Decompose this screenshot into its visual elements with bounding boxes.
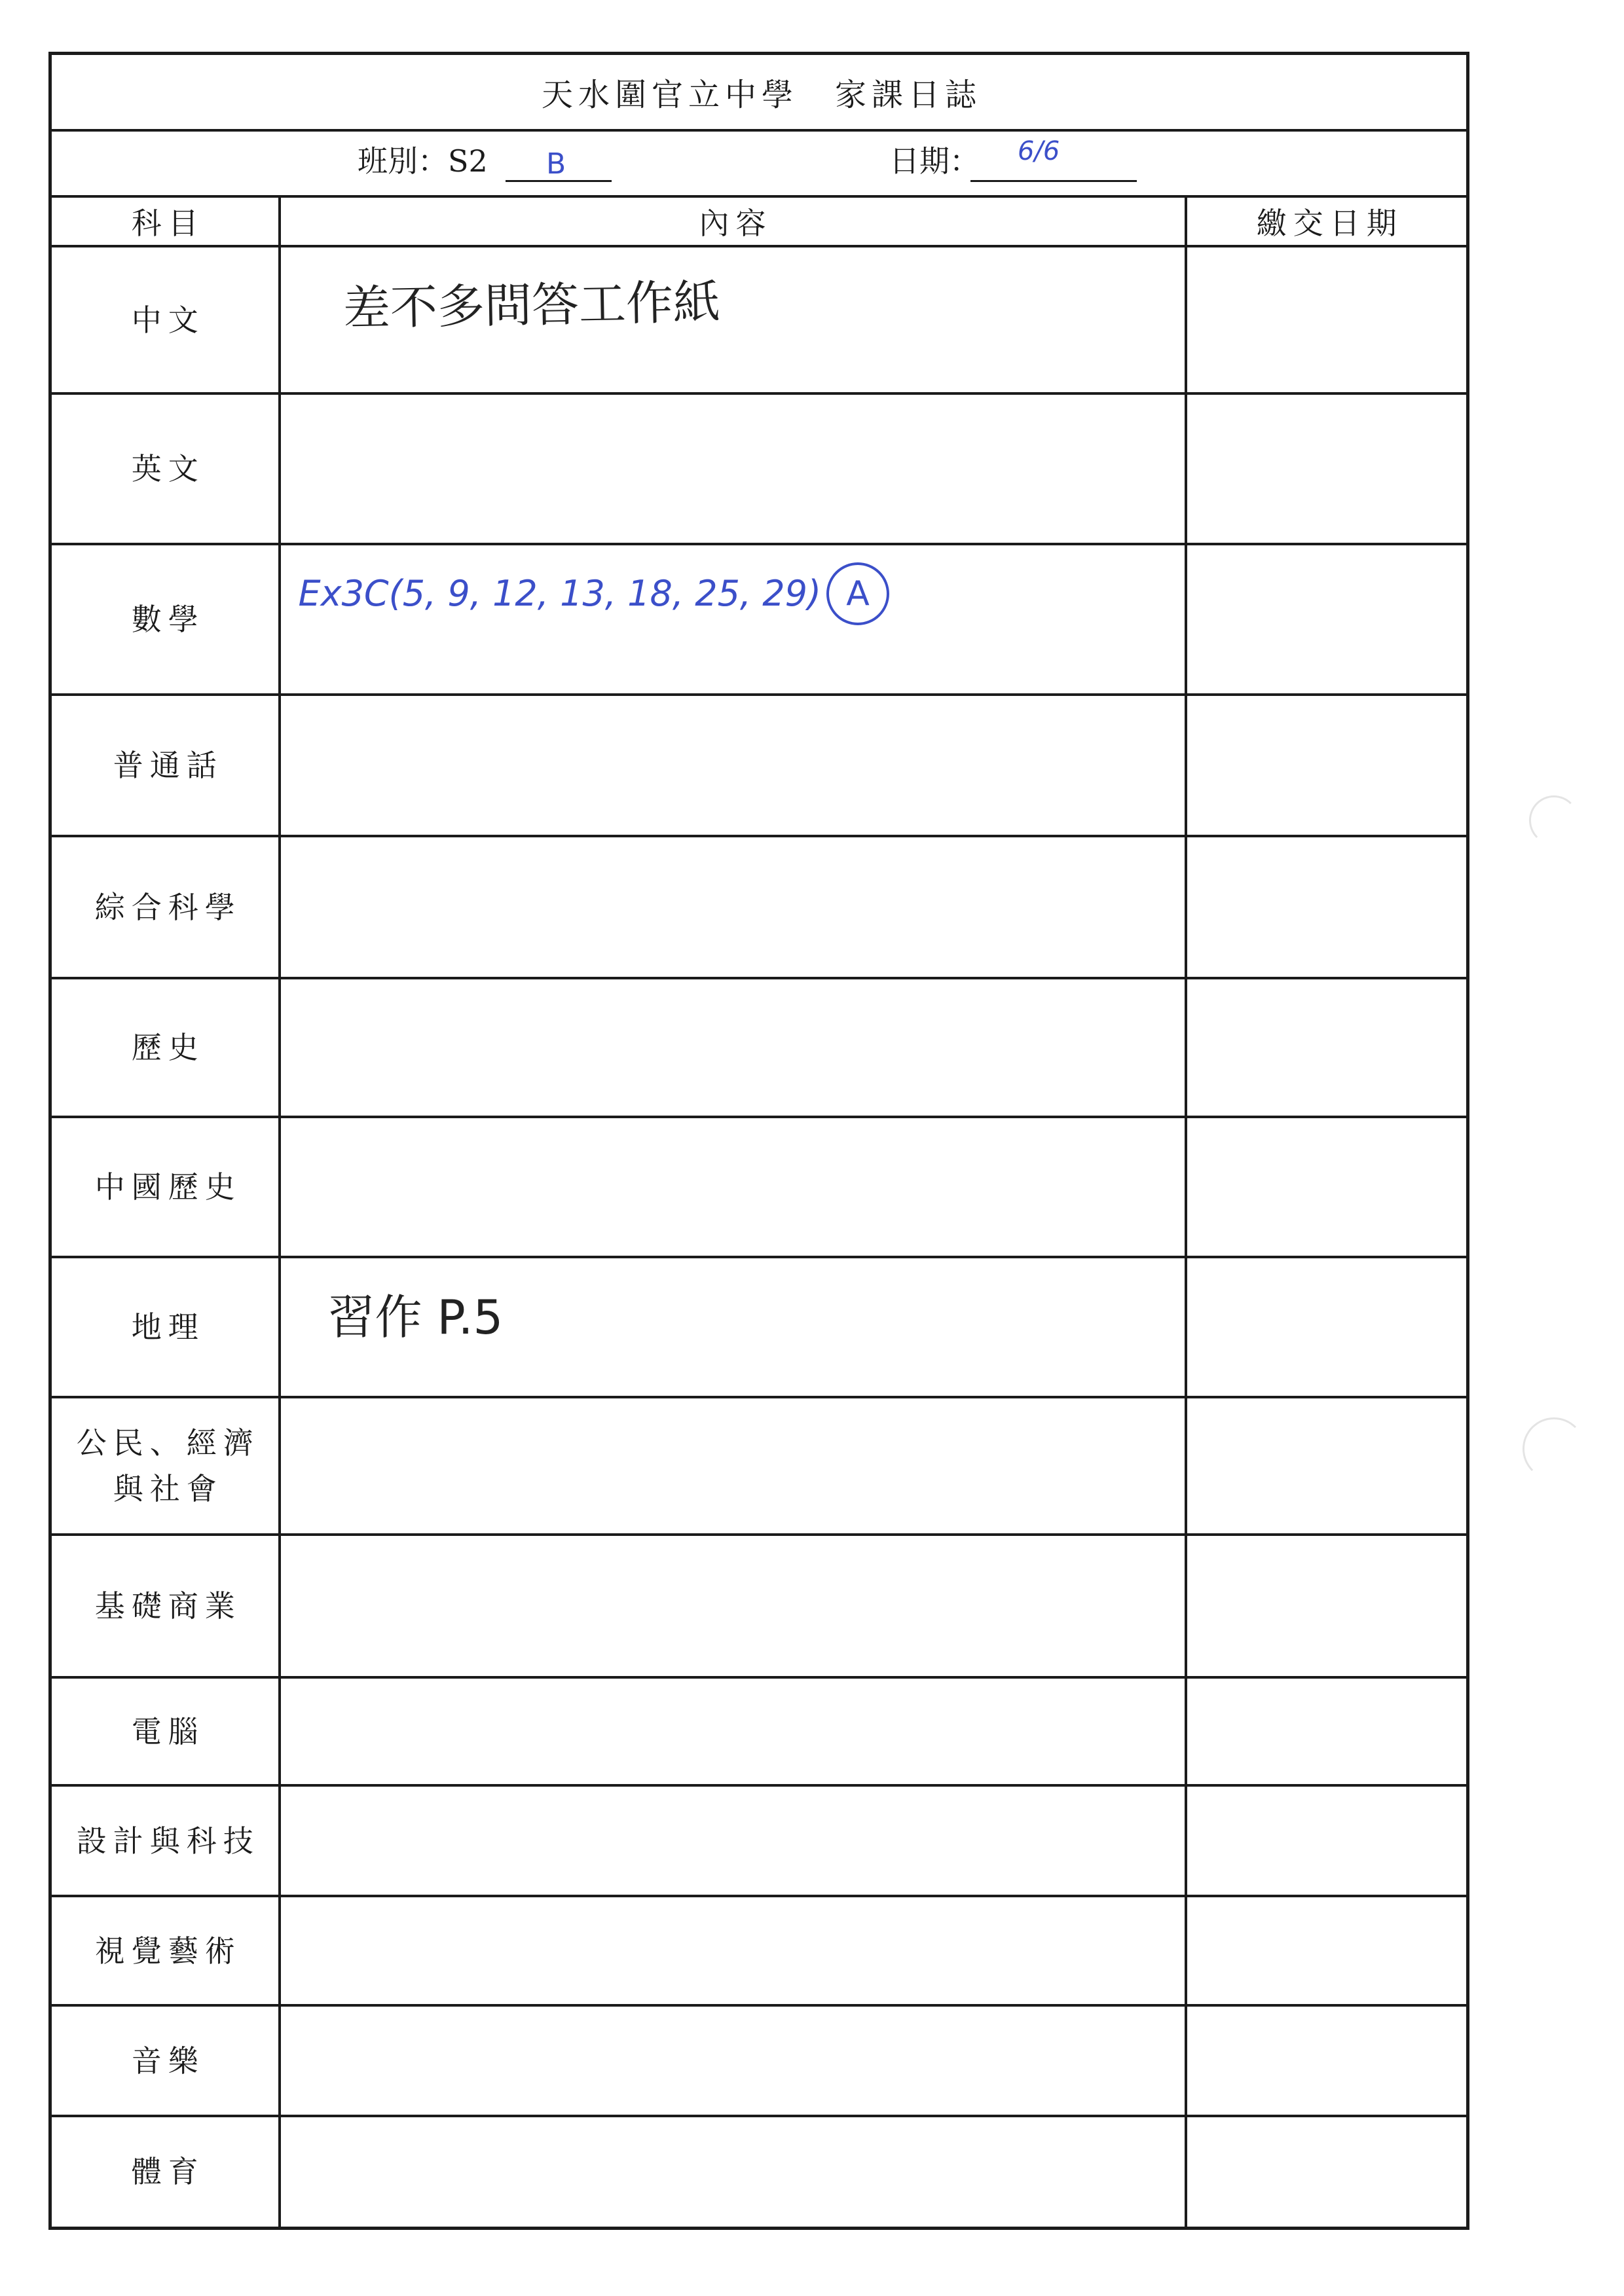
subject-cell: 英文 [50,393,280,544]
subject-cell: 普通話 [50,695,280,836]
content-cell [280,2116,1186,2228]
content-cell [280,978,1186,1117]
class-value-handwritten: B [546,147,566,181]
content-cell [280,246,1186,393]
due-date-cell [1186,1257,1468,1397]
circled-mark: A [826,562,889,625]
subject-cell: 中文 [50,246,280,393]
subject-row [50,544,1468,695]
class-blank [506,138,612,182]
content-cell [280,1397,1186,1535]
content-cell [280,1257,1186,1397]
content-cell [280,544,1186,695]
subject-cell: 歷史 [50,978,280,1117]
content-cell [280,836,1186,978]
class-date-row [50,130,1468,196]
due-date-cell [1186,2116,1468,2228]
handwritten-homework [299,562,890,625]
due-date-header: 繳交日期 [1186,196,1468,246]
subject-row [50,978,1468,1117]
subject-row [50,1397,1468,1535]
subject-row [50,695,1468,836]
subject-row [50,1257,1468,1397]
due-date-cell [1186,2005,1468,2116]
subject-row [50,1535,1468,1677]
header-row [50,196,1468,246]
due-date-cell [1186,1117,1468,1257]
subject-cell: 公民、經濟 與社會 [50,1397,280,1535]
content-cell [280,695,1186,836]
handwritten-homework: 習作 P.5 [327,1290,504,1345]
due-date-cell [1186,544,1468,695]
subject-row [50,1117,1468,1257]
subject-row [50,246,1468,393]
subject-row [50,2116,1468,2228]
subject-cell: 視覺藝術 [50,1896,280,2005]
due-date-cell [1186,695,1468,836]
form-title: 天水圍官立中學 家課日誌 [50,54,1468,131]
homework-diary-table [48,52,1469,2230]
subject-cell: 中國歷史 [50,1117,280,1257]
date-blank [970,138,1137,182]
handwritten-homework: 差不多問答工作紙 [342,274,721,336]
subject-cell: 綜合科學 [50,836,280,978]
due-date-cell [1186,1535,1468,1677]
content-cell [280,1785,1186,1896]
due-date-cell [1186,246,1468,393]
subject-cell: 數學 [50,544,280,695]
scan-artifact [1522,1417,1585,1480]
content-cell [280,2005,1186,2116]
subject-cell: 電腦 [50,1677,280,1785]
content-cell [280,1535,1186,1677]
subject-row [50,836,1468,978]
due-date-cell [1186,1785,1468,1896]
scan-artifact [1529,795,1579,845]
subject-cell: 地理 [50,1257,280,1397]
class-date-cell [50,130,1468,196]
content-cell [280,1117,1186,1257]
class-label: 班別：S2 [358,143,488,179]
date-label: 日期： [889,143,980,179]
content-header: 內容 [280,196,1186,246]
subject-cell: 設計與科技 [50,1785,280,1896]
subject-row [50,393,1468,544]
date-value-handwritten: 6/6 [1018,136,1060,166]
subject-header: 科目 [50,196,280,246]
subject-row [50,2005,1468,2116]
title-row [50,54,1468,131]
subject-cell: 體育 [50,2116,280,2228]
homework-diary-sheet [48,52,1466,2230]
subject-cell: 基礎商業 [50,1535,280,1677]
handwritten-exercise-text: Ex3C(5, 9, 12, 13, 18, 25, 29) [298,573,822,614]
subject-cell: 音樂 [50,2005,280,2116]
subject-row [50,1896,1468,2005]
content-cell [280,393,1186,544]
content-cell [280,1896,1186,2005]
due-date-cell [1186,978,1468,1117]
subject-row [50,1785,1468,1896]
content-cell [280,1677,1186,1785]
due-date-cell [1186,1397,1468,1535]
subject-row [50,1677,1468,1785]
due-date-cell [1186,1677,1468,1785]
due-date-cell [1186,836,1468,978]
due-date-cell [1186,1896,1468,2005]
due-date-cell [1186,393,1468,544]
